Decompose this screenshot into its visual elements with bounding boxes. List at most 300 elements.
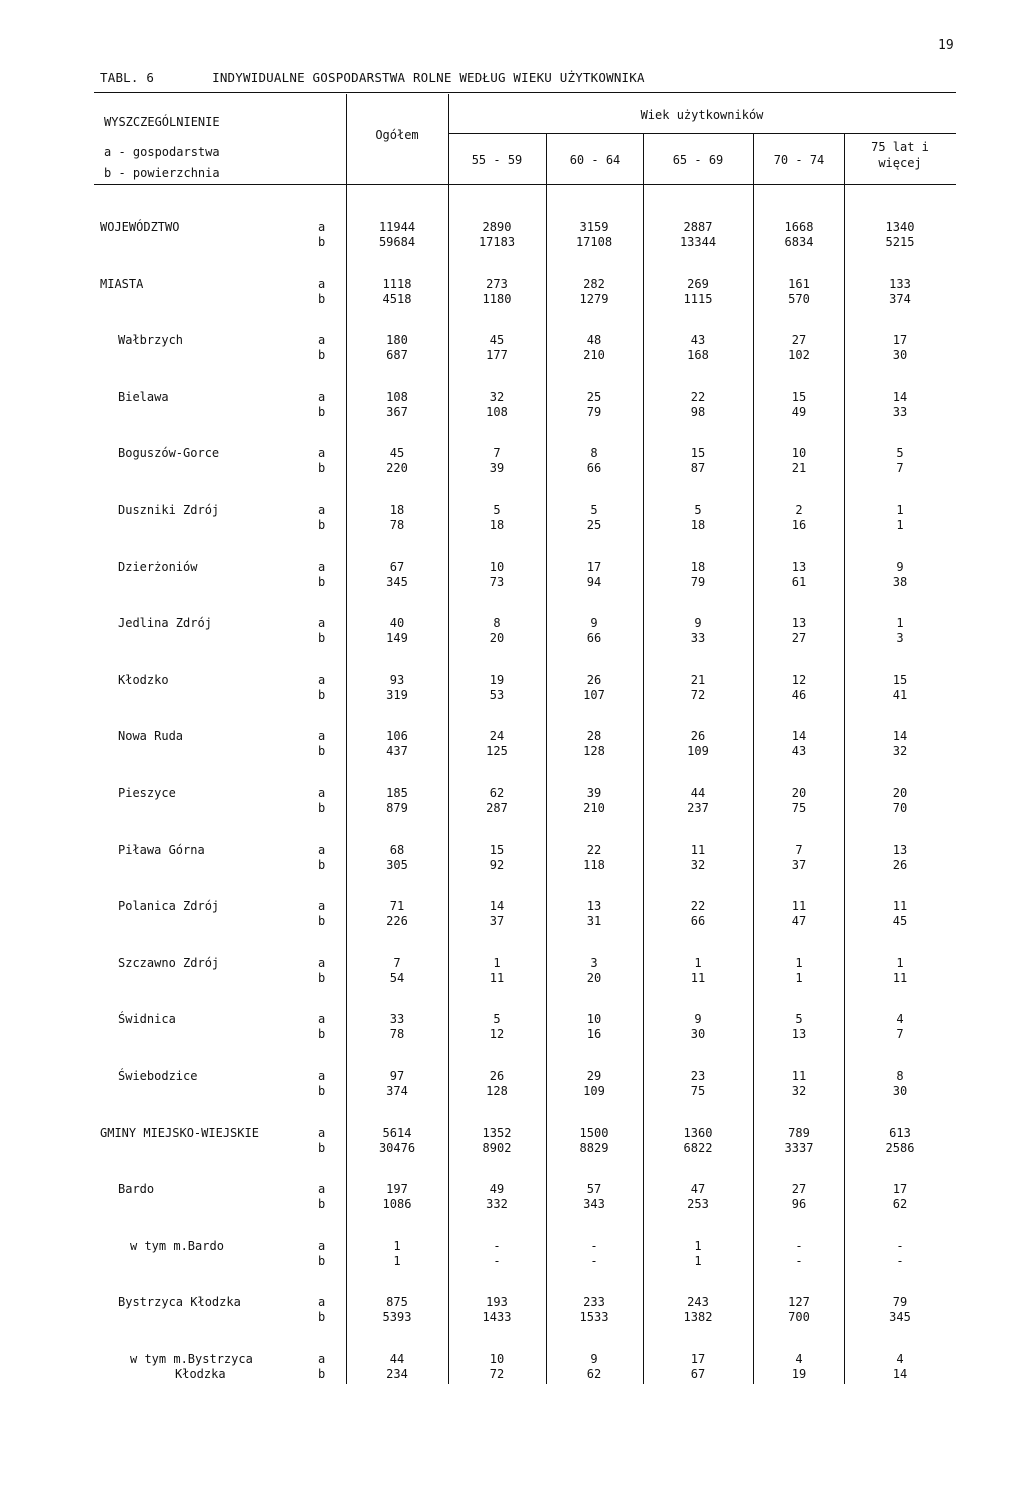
cell-a: 106 — [386, 729, 408, 743]
cell-a: 44 — [690, 786, 706, 800]
cell-b: 66 — [690, 914, 706, 928]
cell-a: 5 — [896, 446, 904, 460]
cell-a: 1360 — [683, 1126, 713, 1140]
row-indicator-b: b — [318, 292, 326, 306]
cell-b: 37 — [489, 914, 505, 928]
cell-b: 210 — [583, 801, 605, 815]
cell-a: 1500 — [579, 1126, 609, 1140]
cell-a: 11 — [791, 1069, 807, 1083]
cell-b: - — [795, 1254, 803, 1268]
row-label: Świdnica — [118, 1012, 176, 1026]
cell-b: 41 — [892, 688, 908, 702]
table-number: TABL. 6 — [100, 70, 155, 85]
table-row — [0, 729, 1024, 759]
cell-a: 19 — [489, 673, 505, 687]
col-header-55-59: 55 - 59 — [471, 153, 523, 167]
cell-b: 96 — [791, 1197, 807, 1211]
cell-b: 879 — [386, 801, 408, 815]
cell-b: 18 — [489, 518, 505, 532]
row-label: Bystrzyca Kłodzka — [118, 1295, 241, 1309]
cell-b: 237 — [687, 801, 709, 815]
cell-a: 5 — [493, 1012, 501, 1026]
cell-b: 98 — [690, 405, 706, 419]
cell-b: 45 — [892, 914, 908, 928]
row-label: Pieszyce — [118, 786, 176, 800]
row-indicator-a: a — [318, 333, 326, 347]
cell-a: 21 — [690, 673, 706, 687]
cell-b: 38 — [892, 575, 908, 589]
cell-b: 46 — [791, 688, 807, 702]
cell-a: 43 — [690, 333, 706, 347]
row-indicator-a: a — [318, 560, 326, 574]
row-indicator-b: b — [318, 575, 326, 589]
cell-a: 49 — [489, 1182, 505, 1196]
cell-a: 273 — [486, 277, 508, 291]
cell-a: 22 — [586, 843, 602, 857]
cell-a: 7 — [393, 956, 401, 970]
cell-a: 243 — [687, 1295, 709, 1309]
cell-b: 21 — [791, 461, 807, 475]
cell-b: 92 — [489, 858, 505, 872]
cell-b: 287 — [486, 801, 508, 815]
cell-b: 66 — [586, 461, 602, 475]
row-indicator-b: b — [318, 1141, 326, 1155]
cell-b: 1279 — [579, 292, 609, 306]
cell-a: - — [896, 1239, 904, 1253]
cell-b: 177 — [486, 348, 508, 362]
row-label: Polanica Zdrój — [118, 899, 220, 913]
cell-a: 11 — [690, 843, 706, 857]
cell-b: - — [590, 1254, 598, 1268]
cell-a: 5 — [694, 503, 702, 517]
cell-a: 57 — [586, 1182, 602, 1196]
cell-a: 26 — [489, 1069, 505, 1083]
row-indicator-b: b — [318, 1027, 326, 1041]
cell-b: 2586 — [885, 1141, 915, 1155]
cell-a: 23 — [690, 1069, 706, 1083]
cell-a: 1 — [896, 616, 904, 630]
cell-a: 26 — [586, 673, 602, 687]
cell-a: 18 — [389, 503, 405, 517]
cell-a: 18 — [690, 560, 706, 574]
page-number: 19 — [938, 38, 954, 53]
cell-b: 7 — [896, 1027, 904, 1041]
row-indicator-a: a — [318, 1352, 326, 1366]
row-indicator-b: b — [318, 235, 326, 249]
row-label: Duszniki Zdrój — [118, 503, 220, 517]
stub-title: WYSZCZEGÓLNIENIE — [104, 115, 220, 129]
cell-a: 5 — [590, 503, 598, 517]
table-row — [0, 446, 1024, 476]
cell-a: 185 — [386, 786, 408, 800]
row-label: Świebodzice — [118, 1069, 198, 1083]
row-indicator-b: b — [318, 1310, 326, 1324]
cell-a: 44 — [389, 1352, 405, 1366]
table-row — [0, 277, 1024, 307]
cell-b: 128 — [583, 744, 605, 758]
cell-a: 1 — [694, 1239, 702, 1253]
cell-b: 32 — [791, 1084, 807, 1098]
cell-b: 3 — [896, 631, 904, 645]
cell-a: 1 — [896, 956, 904, 970]
row-indicator-a: a — [318, 390, 326, 404]
col-header-70-74: 70 - 74 — [773, 153, 825, 167]
table-row — [0, 843, 1024, 873]
cell-a: 45 — [489, 333, 505, 347]
cell-b: 8829 — [579, 1141, 609, 1155]
row-label: Wałbrzych — [118, 333, 184, 347]
cell-a: 133 — [889, 277, 911, 291]
cell-b: 6822 — [683, 1141, 713, 1155]
cell-a: 13 — [586, 899, 602, 913]
cell-a: 4 — [896, 1012, 904, 1026]
row-label: Piława Górna — [118, 843, 205, 857]
cell-a: 45 — [389, 446, 405, 460]
cell-a: 5 — [795, 1012, 803, 1026]
row-indicator-a: a — [318, 843, 326, 857]
cell-b: 11 — [489, 971, 505, 985]
cell-a: 2 — [795, 503, 803, 517]
row-label: w tym m.Bystrzyca — [130, 1352, 253, 1366]
cell-a: 8 — [896, 1069, 904, 1083]
cell-a: 1 — [393, 1239, 401, 1253]
cell-a: 22 — [690, 390, 706, 404]
cell-b: 305 — [386, 858, 408, 872]
cell-b: 26 — [892, 858, 908, 872]
cell-a: 11 — [791, 899, 807, 913]
cell-a: 27 — [791, 1182, 807, 1196]
table-row — [0, 560, 1024, 590]
row-indicator-a: a — [318, 956, 326, 970]
cell-a: 15 — [892, 673, 908, 687]
row-label: w tym m.Bardo — [130, 1239, 224, 1253]
cell-b: 5215 — [885, 235, 915, 249]
cell-a: 1118 — [382, 277, 412, 291]
cell-b: 20 — [489, 631, 505, 645]
cell-b: - — [896, 1254, 904, 1268]
cell-b: 79 — [690, 575, 706, 589]
cell-b: 66 — [586, 631, 602, 645]
row-label: Dzierżoniów — [118, 560, 198, 574]
row-indicator-a: a — [318, 1069, 326, 1083]
cell-a: 48 — [586, 333, 602, 347]
cell-b: 345 — [889, 1310, 911, 1324]
row-label: Szczawno Zdrój — [118, 956, 220, 970]
cell-a: 193 — [486, 1295, 508, 1309]
cell-b: 437 — [386, 744, 408, 758]
row-label-cont: Kłodzka — [175, 1367, 226, 1381]
col-header-75-plus-line1: 75 lat i — [871, 140, 929, 154]
cell-b: 108 — [486, 405, 508, 419]
cell-a: 1 — [795, 956, 803, 970]
cell-a: 613 — [889, 1126, 911, 1140]
cell-a: 1340 — [885, 220, 915, 234]
cell-b: 8902 — [482, 1141, 512, 1155]
cell-b: 62 — [892, 1197, 908, 1211]
cell-b: 1433 — [482, 1310, 512, 1324]
cell-b: 70 — [892, 801, 908, 815]
table-row — [0, 786, 1024, 816]
cell-b: 109 — [583, 1084, 605, 1098]
row-indicator-b: b — [318, 1197, 326, 1211]
cell-a: 282 — [583, 277, 605, 291]
cell-b: 253 — [687, 1197, 709, 1211]
row-indicator-b: b — [318, 858, 326, 872]
cell-a: 12 — [791, 673, 807, 687]
cell-b: 102 — [788, 348, 810, 362]
cell-a: 10 — [791, 446, 807, 460]
cell-a: 15 — [791, 390, 807, 404]
cell-a: 14 — [892, 729, 908, 743]
row-label: Boguszów-Gorce — [118, 446, 220, 460]
table-row — [0, 956, 1024, 986]
row-indicator-b: b — [318, 518, 326, 532]
cell-b: 1 — [795, 971, 803, 985]
cell-b: 33 — [690, 631, 706, 645]
cell-a: 13 — [892, 843, 908, 857]
cell-b: 6834 — [784, 235, 814, 249]
table-row — [0, 1239, 1024, 1269]
cell-b: 319 — [386, 688, 408, 702]
cell-b: 30476 — [378, 1141, 416, 1155]
cell-a: 13 — [791, 616, 807, 630]
table-row — [0, 1352, 1024, 1382]
row-indicator-a: a — [318, 277, 326, 291]
row-indicator-b: b — [318, 744, 326, 758]
cell-a: 8 — [493, 616, 501, 630]
cell-a: 62 — [489, 786, 505, 800]
table-row — [0, 673, 1024, 703]
cell-b: 109 — [687, 744, 709, 758]
cell-b: 32 — [892, 744, 908, 758]
cell-b: 149 — [386, 631, 408, 645]
row-indicator-b: b — [318, 971, 326, 985]
cell-a: 9 — [896, 560, 904, 574]
cell-a: 3 — [590, 956, 598, 970]
row-indicator-a: a — [318, 729, 326, 743]
row-indicator-b: b — [318, 631, 326, 645]
cell-a: 1352 — [482, 1126, 512, 1140]
cell-a: 71 — [389, 899, 405, 913]
row-indicator-a: a — [318, 220, 326, 234]
cell-a: 22 — [690, 899, 706, 913]
cell-b: 118 — [583, 858, 605, 872]
row-label: MIASTA — [100, 277, 144, 291]
cell-a: 27 — [791, 333, 807, 347]
cell-a: 17 — [586, 560, 602, 574]
row-indicator-b: b — [318, 801, 326, 815]
cell-b: 30 — [690, 1027, 706, 1041]
row-label: Jedlina Zdrój — [118, 616, 212, 630]
col-header-60-64: 60 - 64 — [569, 153, 621, 167]
cell-b: 1533 — [579, 1310, 609, 1324]
cell-a: 2890 — [482, 220, 512, 234]
cell-a: 7 — [795, 843, 803, 857]
cell-b: 31 — [586, 914, 602, 928]
cell-a: 28 — [586, 729, 602, 743]
table-row — [0, 1182, 1024, 1212]
cell-b: 687 — [386, 348, 408, 362]
cell-a: 180 — [386, 333, 408, 347]
row-label: GMINY MIEJSKO-WIEJSKIE — [100, 1126, 259, 1140]
cell-a: 9 — [694, 1012, 702, 1026]
cell-b: 17108 — [575, 235, 613, 249]
cell-b: 54 — [389, 971, 405, 985]
cell-b: 7 — [896, 461, 904, 475]
cell-b: 33 — [892, 405, 908, 419]
cell-a: 7 — [493, 446, 501, 460]
cell-b: 12 — [489, 1027, 505, 1041]
cell-a: - — [493, 1239, 501, 1253]
cell-b: 62 — [586, 1367, 602, 1381]
cell-a: 11 — [892, 899, 908, 913]
table-row — [0, 616, 1024, 646]
cell-a: 25 — [586, 390, 602, 404]
table-row — [0, 220, 1024, 250]
cell-b: 16 — [791, 518, 807, 532]
cell-a: 68 — [389, 843, 405, 857]
table-row — [0, 899, 1024, 929]
cell-b: 47 — [791, 914, 807, 928]
cell-b: 128 — [486, 1084, 508, 1098]
cell-a: 17 — [690, 1352, 706, 1366]
legend-a: a - gospodarstwa — [104, 145, 220, 159]
cell-a: 10 — [586, 1012, 602, 1026]
cell-b: 226 — [386, 914, 408, 928]
cell-a: 1 — [896, 503, 904, 517]
row-label: Kłodzko — [118, 673, 169, 687]
row-label: Bielawa — [118, 390, 169, 404]
cell-b: 37 — [791, 858, 807, 872]
cell-a: 67 — [389, 560, 405, 574]
cell-a: 233 — [583, 1295, 605, 1309]
cell-b: 1180 — [482, 292, 512, 306]
cell-b: 1 — [896, 518, 904, 532]
cell-b: 1 — [393, 1254, 401, 1268]
cell-b: - — [493, 1254, 501, 1268]
cell-b: 11 — [690, 971, 706, 985]
header-top-rule — [94, 92, 956, 93]
cell-b: 20 — [586, 971, 602, 985]
cell-a: 93 — [389, 673, 405, 687]
cell-b: 25 — [586, 518, 602, 532]
cell-a: 1668 — [784, 220, 814, 234]
row-indicator-a: a — [318, 1012, 326, 1026]
group-rule — [448, 133, 956, 134]
cell-b: 1382 — [683, 1310, 713, 1324]
cell-a: 47 — [690, 1182, 706, 1196]
cell-b: 234 — [386, 1367, 408, 1381]
cell-a: 1 — [694, 956, 702, 970]
row-label: Bardo — [118, 1182, 155, 1196]
cell-a: 40 — [389, 616, 405, 630]
cell-a: 14 — [892, 390, 908, 404]
cell-a: 9 — [694, 616, 702, 630]
cell-b: 39 — [489, 461, 505, 475]
cell-a: 127 — [788, 1295, 810, 1309]
cell-b: 345 — [386, 575, 408, 589]
cell-a: 269 — [687, 277, 709, 291]
col-header-65-69: 65 - 69 — [672, 153, 724, 167]
table-row — [0, 333, 1024, 363]
row-indicator-a: a — [318, 1239, 326, 1253]
cell-a: 33 — [389, 1012, 405, 1026]
cell-a: 97 — [389, 1069, 405, 1083]
cell-b: 11 — [892, 971, 908, 985]
cell-a: 17 — [892, 333, 908, 347]
row-indicator-b: b — [318, 688, 326, 702]
row-indicator-b: b — [318, 1254, 326, 1268]
row-indicator-b: b — [318, 914, 326, 928]
cell-b: 374 — [889, 292, 911, 306]
cell-a: 20 — [791, 786, 807, 800]
row-indicator-a: a — [318, 616, 326, 630]
cell-a: 39 — [586, 786, 602, 800]
row-indicator-a: a — [318, 1126, 326, 1140]
cell-a: 79 — [892, 1295, 908, 1309]
cell-b: 49 — [791, 405, 807, 419]
cell-a: 10 — [489, 560, 505, 574]
cell-b: 1086 — [382, 1197, 412, 1211]
cell-a: 3159 — [579, 220, 609, 234]
cell-a: 20 — [892, 786, 908, 800]
cell-b: 72 — [690, 688, 706, 702]
cell-b: 61 — [791, 575, 807, 589]
row-label: Nowa Ruda — [118, 729, 184, 743]
cell-b: 1115 — [683, 292, 713, 306]
cell-b: 107 — [583, 688, 605, 702]
cell-a: 5614 — [382, 1126, 412, 1140]
table-row — [0, 390, 1024, 420]
cell-a: 14 — [791, 729, 807, 743]
cell-b: 125 — [486, 744, 508, 758]
cell-b: 5393 — [382, 1310, 412, 1324]
table-title — [100, 70, 645, 85]
cell-b: 30 — [892, 1084, 908, 1098]
cell-b: 79 — [586, 405, 602, 419]
row-indicator-a: a — [318, 503, 326, 517]
row-label: WOJEWÓDZTWO — [100, 220, 180, 234]
cell-b: 700 — [788, 1310, 810, 1324]
cell-b: 4518 — [382, 292, 412, 306]
cell-a: 14 — [489, 899, 505, 913]
header-bottom-rule — [94, 184, 956, 185]
cell-a: 32 — [489, 390, 505, 404]
cell-a: 13 — [791, 560, 807, 574]
cell-b: 67 — [690, 1367, 706, 1381]
table-row — [0, 1126, 1024, 1156]
cell-b: 18 — [690, 518, 706, 532]
row-indicator-b: b — [318, 405, 326, 419]
cell-b: 332 — [486, 1197, 508, 1211]
cell-a: 17 — [892, 1182, 908, 1196]
cell-b: 94 — [586, 575, 602, 589]
cell-b: 75 — [791, 801, 807, 815]
cell-b: 220 — [386, 461, 408, 475]
cell-a: 2887 — [683, 220, 713, 234]
cell-b: 53 — [489, 688, 505, 702]
row-indicator-a: a — [318, 786, 326, 800]
cell-a: 11944 — [378, 220, 416, 234]
cell-a: - — [590, 1239, 598, 1253]
cell-b: 16 — [586, 1027, 602, 1041]
row-indicator-a: a — [318, 673, 326, 687]
cell-b: 374 — [386, 1084, 408, 1098]
row-indicator-a: a — [318, 1182, 326, 1196]
cell-b: 367 — [386, 405, 408, 419]
cell-a: 15 — [489, 843, 505, 857]
table-row — [0, 1012, 1024, 1042]
